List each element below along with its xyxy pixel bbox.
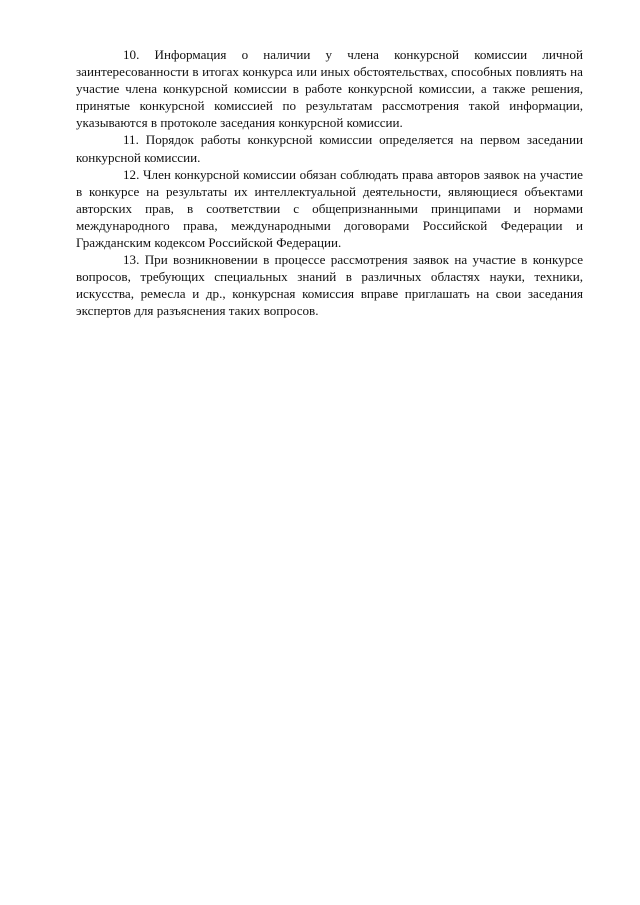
- document-body: [76, 46, 583, 320]
- paragraph-11: 11. Порядок работы конкурсной комиссии определяется на первом заседании конкурсной комиссии.: [76, 132, 583, 165]
- paragraph-13: 13. При возникновении в процессе рассмотрения заявок на участие в конкурсе вопросов, требующих специальных знаний в различных областях науки, техники, искусства, ремесла и др., конкурсная комиссия вправе приглашать на свои заседания экспертов для разъяснения таких вопросов.: [76, 252, 583, 319]
- paragraph-12: 12. Член конкурсной комиссии обязан соблюдать права авторов заявок на участие в конкурсе на результаты их интеллектуальной деятельности, являющиеся объектами авторских прав, в соответствии с общепризнанными принципами и нормами международного права, международными договорами Российской Федерации и Гражданским кодексом Российской Федерации.: [76, 166, 583, 251]
- paragraph-10: 10. Информация о наличии у члена конкурсной комиссии личной заинтересованности в итогах конкурса или иных обстоятельствах, способных повлиять на участие члена конкурсной комиссии в работе конкурсной комиссии, а также решения, принятые конкурсной комиссией по результатам рассмотрения такой информации, указываются в протоколе заседания конкурсной комиссии.: [76, 47, 583, 131]
